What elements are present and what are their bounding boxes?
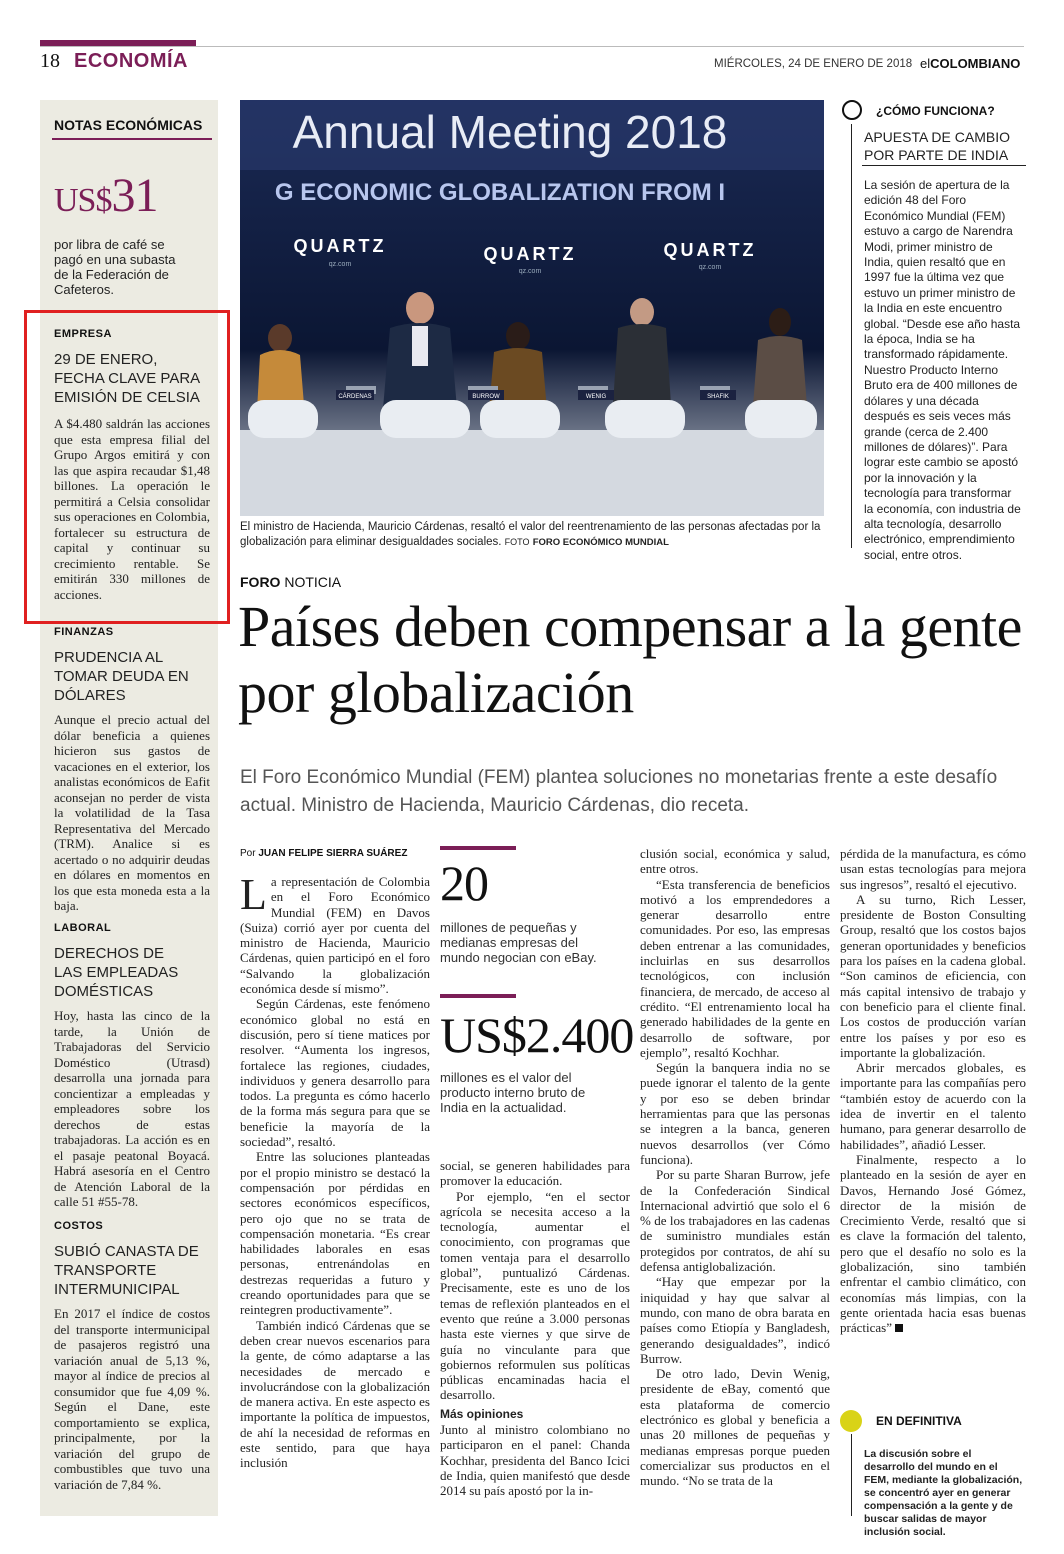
paragraph: Junto al ministro colombiano no participaron en el panel: Chanda Kochhar, presidenta del Banco Icici de India, quien manifestó que desde 2014 su país apostó por la in- <box>440 1422 630 1499</box>
paragraph: A su turno, Rich Lesser, presidente de Boston Consulting Group, resaltó que los costos bajos generan oportunidades y beneficios para los países en la cadena global. “Son caminos de eficiencia, con más capital intensivo de trabajo y con beneficio para el cliente final. Los costos de producción varían entre los países y por eso es importante la globalización. <box>840 891 1026 1060</box>
note-body-finanzas: Aunque el precio actual del dólar beneficia a quienes hicieron sus gastos de vacaciones en el exterior, los analistas económicos de Eafit aconsejan no perder de vista la volatilidad de la Tasa Representativa del Mercado (TRM). Analice si es acertado o no adquirir deudas en dólares en momentos en los que esta moneda esta a la baja. <box>54 712 210 913</box>
header-rule <box>40 46 1024 47</box>
highlight-box <box>24 310 230 624</box>
quartz-url-2: qz.com <box>518 268 542 275</box>
section-title: ECONOMÍA <box>74 50 188 72</box>
photo-credit-label: FOTO <box>504 537 530 547</box>
stat-accent-bar <box>440 846 516 850</box>
en-definitiva-rule <box>851 1434 852 1516</box>
quartz-logo-2: QUARTZ <box>483 244 577 264</box>
article-kicker <box>240 574 341 590</box>
page-number: 18 <box>40 50 60 72</box>
sidebar-title-rule <box>52 138 212 140</box>
note-body-costos: En 2017 el índice de costos del transporte intermunicipal de pasajeros registró una variación anual de 5,13 %, mayor al índice de precios al consumidor que fue 4,09 %. Según el Dane, este comportamiento se explica, principalmente, por la variación del grupo de combustibles que tuvo una variación de 7,84 %. <box>54 1306 210 1492</box>
quartz-logo-3: QUARTZ <box>663 240 757 260</box>
en-definitiva-body: La discusión sobre el desarrollo del mundo en el FEM, mediante la globalización, se concentró ayer en generar compensación a la gente y de buscar salidas de mayor inclusión social. <box>864 1448 1023 1538</box>
newspaper-brand <box>920 56 1020 71</box>
article-column-2 <box>440 1158 630 1499</box>
paragraph <box>840 1152 1026 1336</box>
stat-text-1: millones de pequeñas y medianas empresas del mundo negocian con eBay. <box>440 920 597 965</box>
nameplate-wenig: WENIG <box>585 394 607 400</box>
price-value: 31 <box>111 169 158 222</box>
kicker-bold: FORO <box>240 574 281 590</box>
paragraph <box>240 870 430 997</box>
paragraph-text: a representación de Colombia en el Foro Económico Mundial (FEM) en Davos (Suiza) corrió ayer por cuenta del ministro de Hacienda, Mauricio Cárdenas, quien participó en el foro “Salvando la globalización económica desde sí mismo”. <box>240 874 430 997</box>
subhead-mas-opiniones: Más opiniones <box>440 1406 524 1421</box>
coffee-price-text: por libra de café se pagó en una subasta de la Federación de Cafeteros. <box>54 237 176 297</box>
nameplate-shafik: SHAFIK <box>707 394 729 400</box>
paragraph: “Esta transferencia de beneficios motivó a los emprendedores a generar desarrollo entre comunidades. Por eso, las empresas deben entrenar a las comunidades, incluirlas en sus desarrollos tecnológicos, con inclusión financiera, de mercado, de acceso al crédito. “El entrenamiento local ha generado habilidades de la gente en desarrollo de software, por ejemplo”, resaltó Kochhar. <box>640 876 830 1060</box>
byline-author: JUAN FELIPE SIERRA SUÁREZ <box>258 848 408 859</box>
stat-accent-bar <box>440 994 516 998</box>
como-funciona-body: La sesión de apertura de la edición 48 del Foro Económico Mundial (FEM) estuvo a cargo de Narendra Modi, primer ministro de India, quien resaltó que en 1997 fue la última vez que estuvo un primer ministro de la India en este encuentro global. “Desde ese año hasta la época, India se ha transformado rápidamente. Nuestro Producto Interno Bruto era de 400 millones de dólares y una década después es seis veces más grande (cerca de 2.400 millones de dólares)”. Para lograr este cambio se apostó por la innovación y la tecnología para transformar la economía, con industria de alta tecnología, desarrollo electrónico, emprendimiento social, entre otros. <box>864 178 1021 562</box>
como-funciona-rule <box>851 124 852 548</box>
paragraph: También indicó Cárdenas que se deben crear nuevos escenarios para la gente, de cómo adaptarse a las necesidades de mercado e involucrándose con la globalización de manera activa. En este aspecto es importante la política de impuestos, de ahí la necesidad de reformas en este sentido, para que haya inclusión <box>240 1317 430 1471</box>
como-funciona-tag: ¿CÓMO FUNCIONA? <box>876 104 995 118</box>
issue-date: MIÉRCOLES, 24 DE ENERO DE 2018 <box>714 58 913 70</box>
note-title-laboral: DERECHOS DE LAS EMPLEADAS DOMÉSTICAS <box>54 945 179 1000</box>
caption-text: El ministro de Hacienda, Mauricio Cárdenas, resaltó el valor del reentrenamiento de las personas afectadas por la globalización para eliminar desigualdades sociales. <box>240 521 821 548</box>
screen-title: Annual Meeting 2018 <box>292 106 728 158</box>
quartz-logo-1: QUARTZ <box>293 236 387 256</box>
forum-photo <box>240 100 824 516</box>
note-tag-finanzas: FINANZAS <box>54 626 114 638</box>
stat-number-1: 20 <box>440 855 488 911</box>
note-tag-empresa: EMPRESA <box>54 328 112 340</box>
note-body-empresa: A $4.480 saldrán las acciones que esta empresa filial del Grupo Argos emitirá y con las que aspira recaudar $1,48 billones. La operación le permitirá a Celsia consolidar sus operaciones en Colombia, fortalecer su estructura de capital y continuar su crecimiento rentable. Se emitirán 330 millones de acciones. <box>54 416 210 602</box>
sidebar-title: NOTAS ECONÓMICAS <box>54 117 203 133</box>
paragraph: social, se generen habilidades para promover la educación. <box>440 1158 630 1189</box>
gears-icon <box>842 100 862 120</box>
photo-illustration <box>240 100 824 516</box>
article-byline <box>240 848 407 859</box>
note-title-finanzas: PRUDENCIA AL TOMAR DEUDA EN DÓLARES <box>54 649 189 704</box>
article-headline: Países deben compensar a la gente por globalización <box>238 594 1022 725</box>
drop-cap: L <box>240 870 267 919</box>
como-funciona-title-rule <box>862 165 1026 166</box>
article-deck: El Foro Económico Mundial (FEM) plantea soluciones no monetarias frente a este desafío actual. Ministro de Hacienda, Mauricio Cárdenas, dio receta. <box>240 767 998 816</box>
quartz-url-3: qz.com <box>698 264 722 271</box>
byline-prefix: Por <box>240 848 256 859</box>
paragraph: pérdida de la manufactura, es cómo usan estas tecnologías para mejora sus ingresos”, resaltó el ejecutivo. <box>840 846 1026 892</box>
note-tag-laboral: LABORAL <box>54 922 112 934</box>
en-definitiva-tag: EN DEFINITIVA <box>876 1414 962 1428</box>
note-title-empresa: 29 DE ENERO, FECHA CLAVE PARA EMISIÓN DE CELSIA <box>54 351 200 406</box>
paragraph: Por su parte Sharan Burrow, jefe de la Confederación Sindical Internacional advirtió que solo el 6 % de los trabajadores en las cadenas de suministro mundiales están protegidos por contratos, de ahí su defensa antiglobalización. <box>640 1167 830 1275</box>
brand-name: COLOMBIANO <box>930 56 1021 71</box>
article-column-3 <box>640 846 830 1488</box>
price-currency: US$ <box>54 182 112 219</box>
note-tag-costos: COSTOS <box>54 1220 104 1232</box>
stat-number-2: US$2.400 <box>440 1007 634 1063</box>
paragraph: Según Cárdenas, este fenómeno económico global no está en discusión, pero sí tiene matices por resolver. “Aumenta los ingresos, fortalece las regiones, ciudades, individuos y genera desarrollo para todos. La pregunta es cómo hacerlo de la forma más segura para que se beneficie la mayoría de la sociedad”, resaltó. <box>240 996 430 1150</box>
nameplate-burrow: BURROW <box>472 394 500 400</box>
paragraph: Según la banquera india no se puede ignorar el talento de la gente y por eso se deben brindar herramientas para que las personas se integren a la banca, generen nuevos desarrollos (ver Cómo funciona). <box>640 1060 830 1167</box>
paragraph: De otro lado, Devin Wenig, presidente de eBay, comentó que esta plataforma de comercio electrónico es global y beneficia a unas 20 millones de pequeñas y medianas empresas porque pueden comercializar sus productos en el mundo. “No se trata de la <box>640 1366 830 1489</box>
stat-text-2: millones es el valor del producto interno bruto de India en la actualidad. <box>440 1070 586 1115</box>
nameplate-cardenas: CÁRDENAS <box>338 394 372 400</box>
paragraph-text: Finalmente, respecto a lo planteado en la sesión de ayer en Davos, Hernando José Gómez, director de la misión de Crecimiento Verde, resaltó que si es clave la formación del talento, pero que el desafío no solo es la globalización, sino también enfrentar el cambio climático, con economías más limpias, con la gente orientada hacia esas buenas prácticas” <box>840 1151 1026 1336</box>
kicker-label: NOTICIA <box>284 574 342 590</box>
note-title-costos: SUBIÓ CANASTA DE TRANSPORTE INTERMUNICIPAL <box>54 1243 199 1298</box>
article-column-1 <box>240 870 430 1471</box>
photo-credit: FORO ECONÓMICO MUNDIAL <box>532 537 669 548</box>
paragraph: Abrir mercados globales, es importante para las compañías pero “también estoy de acuerdo con la idea de invertir en el talento humano, para generar desarrollo de habilidades”, añadió Lesser. <box>840 1060 1026 1152</box>
coffee-price <box>54 168 214 223</box>
quartz-url-1: qz.com <box>328 261 352 268</box>
screen-subtitle: G ECONOMIC GLOBALIZATION FROM I <box>274 179 726 206</box>
note-body-laboral: Hoy, hasta las cinco de la tarde, la Unión de Trabajadoras del Servicio Doméstico (Utrasd) desarrolla una jornada para concientizar a empleadas y empleadores sobre los derechos de estas trabajadoras. La acción es en el pasaje peatonal Boyacá. Habrá asesoría en el Centro de Atención Laboral de la calle 51 #55-78. <box>54 1008 210 1209</box>
paragraph: clusión social, económica y salud, entre otros. <box>640 846 830 877</box>
end-mark-icon <box>895 1324 903 1332</box>
brand-prefix: el <box>920 56 931 71</box>
summary-icon <box>840 1410 862 1432</box>
paragraph: “Hay que empezar por la iniquidad y hay que salvar al mundo, con mano de obra barata en países como Etiopía y Bangladesh, generando desigualdades”, indicó Burrow. <box>640 1274 830 1366</box>
como-funciona-title: APUESTA DE CAMBIO POR PARTE DE INDIA <box>864 129 1010 163</box>
paragraph: Por ejemplo, “en el sector agrícola se necesita acceso a la tecnología, aumentar el conocimiento, con programas que tomen ventaja para el desarrollo global”, puntualizó Cárdenas. Precisamente, este es uno de los temas de reflexión planteados en el evento que reúne a 3.000 personas hasta este viernes y que sirve de guía no vinculante para que gobiernos reformulen sus políticas públicas encaminadas hacia el desarrollo. <box>440 1188 630 1403</box>
paragraph: Entre las soluciones planteadas por el propio ministro se destacó la compensación por pérdidas en sectores económicos específicos, pero ojo que no se trata de compensación monetaria. “Es crear habilidades laborales en esas personas, entrenándolas en destrezas requeridas a futuro y creando oportunidades para que se reintegren productivamente”. <box>240 1149 430 1318</box>
article-column-4 <box>840 846 1026 1336</box>
photo-caption <box>240 520 830 550</box>
